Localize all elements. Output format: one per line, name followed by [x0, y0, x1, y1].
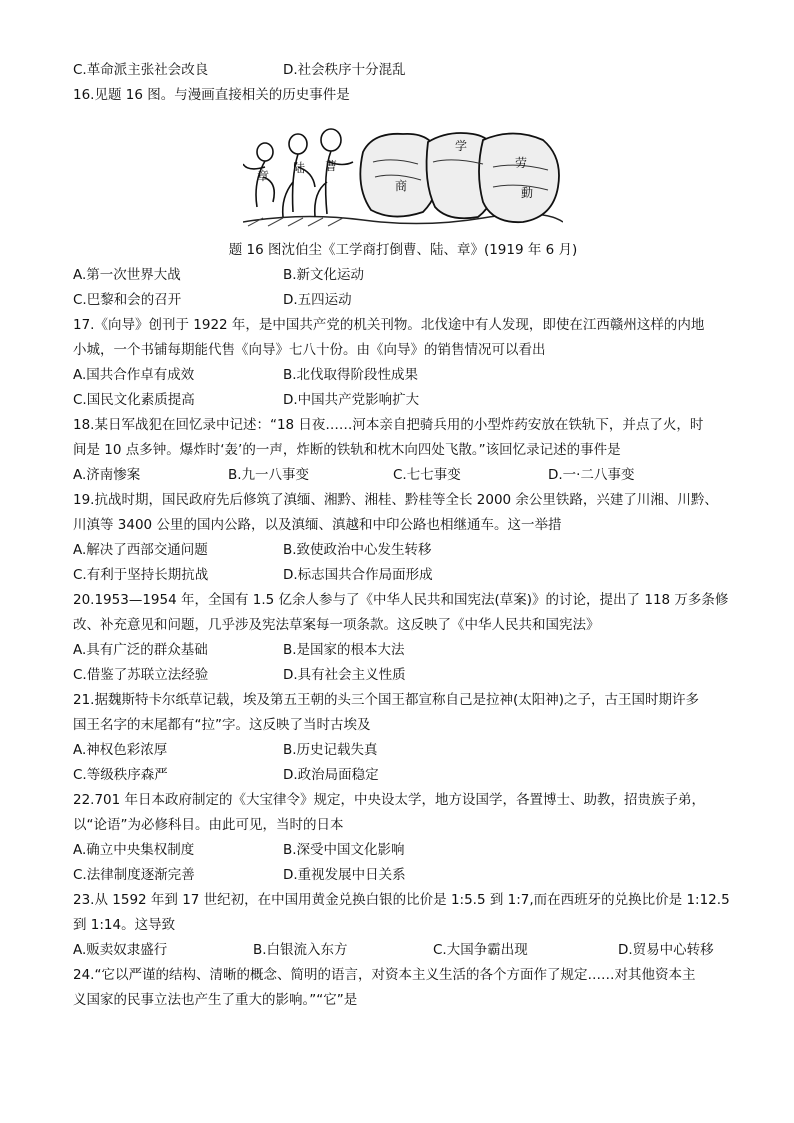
- q18-option-a: A.济南惨案: [73, 467, 141, 483]
- q18-stem-line2: 间是 10 点多钟。爆炸时‘轰’的一声，炸断的铁轨和枕木向四处飞散。”该回忆录记述的事件是: [73, 442, 621, 458]
- q16-option-c: C.巴黎和会的召开: [73, 292, 182, 308]
- q23-stem-line1: 23.从 1592 年到 17 世纪初，在中国用黄金兑换白银的比价是 1:5.5 到 1:7,而在西班牙的兑换比价是 1:12.5: [73, 892, 730, 908]
- q23-stem-line2: 到 1:14。这导致: [73, 917, 176, 933]
- q17-stem-line2: 小城，一个书铺每期能代售《向导》七八十份。由《向导》的销售情况可以看出: [73, 342, 546, 358]
- q18-option-b: B.九一八事变: [228, 467, 310, 483]
- cartoon-image: [243, 122, 563, 232]
- q21-option-a: A.神权色彩浓厚: [73, 742, 168, 758]
- q22-option-c: C.法律制度逐渐完善: [73, 867, 195, 883]
- q16-option-b: B.新文化运动: [283, 267, 365, 283]
- q17-option-b: B.北伐取得阶段性成果: [283, 367, 419, 383]
- q24-stem-line2: 义国家的民事立法也产生了重大的影响。”“它”是: [73, 992, 358, 1008]
- cartoon-label-lu: 陆: [293, 161, 306, 175]
- q18-option-d: D.一·二八事变: [548, 467, 635, 483]
- q23-option-b: B.白银流入东方: [253, 942, 348, 958]
- cartoon-label-shang: 商: [395, 179, 408, 193]
- q22-option-b: B.深受中国文化影响: [283, 842, 405, 858]
- q16-option-d: D.五四运动: [283, 292, 352, 308]
- q17-stem-line1: 17.《向导》创刊于 1922 年，是中国共产党的机关刊物。北伐途中有人发现，即使在江西赣州这样的内地: [73, 317, 705, 333]
- q22-option-a: A.确立中央集权制度: [73, 842, 195, 858]
- q17-option-a: A.国共合作卓有成效: [73, 367, 195, 383]
- q20-option-b: B.是国家的根本大法: [283, 642, 405, 658]
- q16-caption: 题 16 图沈伯尘《工学商打倒曹、陆、章》(1919 年 6 月): [228, 242, 578, 258]
- q17-option-d: D.中国共产党影响扩大: [283, 392, 420, 408]
- q23-option-d: D.贸易中心转移: [618, 942, 714, 958]
- q15-option-c: C.革命派主张社会改良: [73, 62, 209, 78]
- q21-option-c: C.等级秩序森严: [73, 767, 168, 783]
- q20-option-d: D.具有社会主义性质: [283, 667, 406, 683]
- q20-option-c: C.借鉴了苏联立法经验: [73, 667, 209, 683]
- cartoon-label-xue: 学: [455, 139, 468, 153]
- q19-option-c: C.有利于坚持长期抗战: [73, 567, 209, 583]
- q19-option-d: D.标志国共合作局面形成: [283, 567, 433, 583]
- q22-stem-line2: 以“论语”为必修科目。由此可见，当时的日本: [73, 817, 344, 833]
- q22-stem-line1: 22.701 年日本政府制定的《大宝律令》规定，中央设太学，地方设国学，各置博士、助教，招贵族子弟，: [73, 792, 706, 808]
- q19-stem-line1: 19.抗战时期，国民政府先后修筑了滇缅、湘黔、湘桂、黔桂等全长 2000 余公里铁路，兴建了川湘、川黔、: [73, 492, 718, 508]
- q20-stem-line1: 20.1953—1954 年，全国有 1.5 亿余人参与了《中华人民共和国宪法(草案)》的讨论，提出了 118 万多条修: [73, 592, 729, 608]
- q18-stem-line1: 18.某日军战犯在回忆录中记述：“18 日夜……河本亲自把骑兵用的小型炸药安放在铁轨下，并点了火，时: [73, 417, 704, 433]
- q19-option-a: A.解决了西部交通问题: [73, 542, 208, 558]
- q20-stem-line2: 改、补充意见和问题，几乎涉及宪法草案每一项条款。这反映了《中华人民共和国宪法》: [73, 617, 600, 633]
- q23-option-c: C.大国争霸出现: [433, 942, 528, 958]
- cartoon-label-cao: 曹: [325, 159, 338, 173]
- q17-option-c: C.国民文化素质提高: [73, 392, 195, 408]
- q21-stem-line2: 国王名字的末尾都有“拉”字。这反映了当时古埃及: [73, 717, 371, 733]
- q21-option-b: B.历史记载失真: [283, 742, 378, 758]
- cartoon-label-lao: 劳: [515, 156, 528, 170]
- q16-stem: 16.见题 16 图。与漫画直接相关的历史事件是: [73, 87, 350, 103]
- q16-option-a: A.第一次世界大战: [73, 267, 181, 283]
- cartoon-label-dong: 動: [521, 186, 534, 200]
- q23-option-a: A.贩卖奴隶盛行: [73, 942, 168, 958]
- q19-option-b: B.致使政治中心发生转移: [283, 542, 432, 558]
- cartoon-label-zhang: 章: [257, 169, 270, 183]
- q15-option-d: D.社会秩序十分混乱: [283, 62, 406, 78]
- q24-stem-line1: 24.“它以严谨的结构、清晰的概念、简明的语言，对资本主义生活的各个方面作了规定……对其他资本主: [73, 967, 696, 983]
- q21-stem-line1: 21.据魏斯特卡尔纸草记载，埃及第五王朝的头三个国王都宣称自己是拉神(太阳神)之子，古王国时期许多: [73, 692, 700, 708]
- q21-option-d: D.政治局面稳定: [283, 767, 379, 783]
- q22-option-d: D.重视发展中日关系: [283, 867, 406, 883]
- q19-stem-line2: 川滇等 3400 公里的国内公路，以及滇缅、滇越和中印公路也相继通车。这一举措: [73, 517, 562, 533]
- q18-option-c: C.七七事变: [393, 467, 461, 483]
- q20-option-a: A.具有广泛的群众基础: [73, 642, 208, 658]
